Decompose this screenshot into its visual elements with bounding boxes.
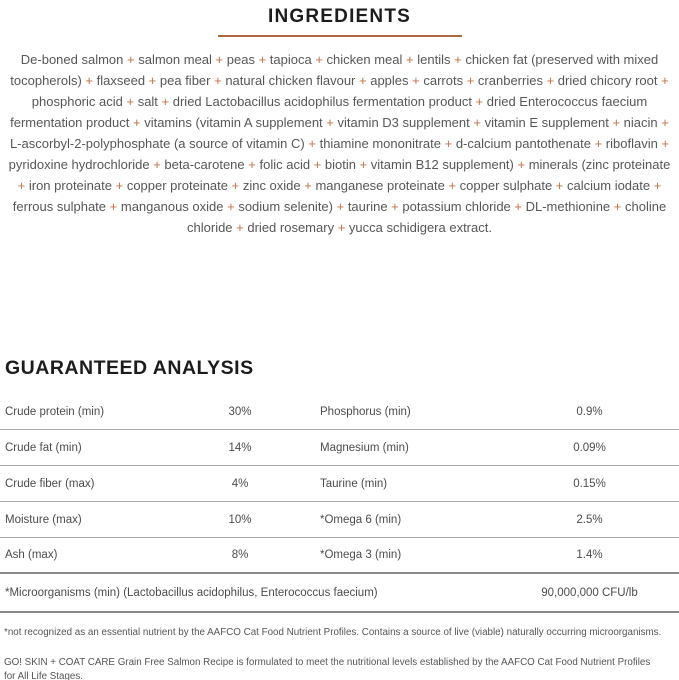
plus-separator: +	[17, 178, 29, 193]
plus-separator: +	[510, 199, 526, 214]
ingredients-title: INGREDIENTS	[267, 6, 412, 27]
nutrient-label: *Omega 6 (min)	[320, 513, 402, 526]
ingredient-item: niacin	[623, 115, 658, 130]
ingredient-item: peas	[226, 52, 255, 67]
ingredient-item: natural chicken flavour	[225, 73, 356, 88]
plus-separator: +	[244, 157, 260, 172]
analysis-row	[0, 394, 679, 430]
ingredient-item: choline chloride	[187, 199, 667, 235]
ingredient-item: riboflavin	[605, 136, 658, 151]
ingredient-item: manganese proteinate	[315, 178, 445, 193]
ingredient-item: dried rosemary	[247, 220, 335, 235]
plus-separator: +	[129, 115, 145, 130]
nutrient-value: 10%	[228, 513, 252, 526]
nutrient-value: 0.9%	[576, 405, 603, 418]
accent-underline	[218, 35, 462, 37]
nutrient-value: 0.09%	[573, 441, 606, 454]
ingredient-item: salmon meal	[138, 52, 212, 67]
ingredient-item: salt	[137, 94, 158, 109]
plus-separator: +	[223, 199, 239, 214]
nutrient-label: Crude protein (min)	[5, 405, 105, 418]
ingredient-item: flaxseed	[96, 73, 146, 88]
plus-separator: +	[157, 94, 173, 109]
plus-separator: +	[149, 157, 165, 172]
analysis-row	[0, 538, 679, 574]
ingredient-item: copper proteinate	[126, 178, 228, 193]
ingredients-header	[0, 0, 679, 37]
plus-separator: +	[387, 199, 403, 214]
ingredient-item: dried Lactobacillus acidophilus fermentation product	[172, 94, 472, 109]
ingredient-item: taurine	[347, 199, 388, 214]
ingredient-item: zinc oxide	[242, 178, 301, 193]
analysis-row	[0, 466, 679, 502]
aafco-statement: GO! SKIN + COAT CARE Grain Free Salmon Recipe is formulated to meet the nutritional levels established by the AAFCO Cat Food Nutrient Profiles for All Life Stages.	[4, 657, 651, 680]
microorganisms-row	[0, 574, 679, 613]
nutrient-value: 1.4%	[576, 549, 603, 561]
nutrient-value: 8%	[231, 549, 249, 561]
plus-separator: +	[444, 178, 460, 193]
plus-separator: +	[471, 94, 487, 109]
nutrient-label: Phosphorus (min)	[320, 405, 411, 418]
asterisk-footnote: *not recognized as an essential nutrient by the AAFCO Cat Food Nutrient Profiles. Contains a source of live (viable) naturally occurring microorganisms.	[4, 627, 662, 638]
nutrient-label: Crude fat (min)	[5, 441, 82, 454]
nutrient-label: *Omega 3 (min)	[320, 549, 402, 561]
ingredient-item: vitamins (vitamin A supplement	[144, 115, 323, 130]
ingredient-item: phosphoric acid	[31, 94, 123, 109]
ingredient-item: sodium selenite)	[238, 199, 333, 214]
ingredient-item: pea fiber	[159, 73, 211, 88]
ingredient-item: manganous oxide	[120, 199, 224, 214]
ingredient-item: minerals (zinc proteinate	[528, 157, 671, 172]
ingredient-item: iron proteinate	[28, 178, 112, 193]
plus-separator: +	[657, 115, 669, 130]
plus-separator: +	[332, 199, 348, 214]
plus-separator: +	[145, 73, 160, 88]
ingredient-item: ferrous sulphate	[12, 199, 107, 214]
plus-separator: +	[450, 52, 466, 67]
plus-separator: +	[210, 73, 226, 88]
guaranteed-analysis-title: GUARANTEED ANALYSIS	[5, 357, 254, 379]
nutrient-label: Magnesium (min)	[320, 441, 409, 454]
ingredient-item: vitamin E supplement	[484, 115, 609, 130]
ingredient-item: potassium chloride	[402, 199, 511, 214]
ingredient-item: tapioca	[269, 52, 312, 67]
nutrient-label: Crude fiber (max)	[5, 477, 95, 490]
nutrient-value: 0.15%	[573, 477, 606, 490]
plus-separator: +	[355, 73, 371, 88]
nutrient-value: 30%	[228, 405, 252, 418]
ingredient-item: L-ascorbyl-2-polyphosphate (a source of vitamin C)	[9, 136, 305, 151]
ingredient-item: apples	[370, 73, 409, 88]
plus-separator: +	[310, 157, 325, 172]
plus-separator: +	[513, 157, 529, 172]
plus-separator: +	[469, 115, 485, 130]
ingredient-item: dried chicory root	[557, 73, 658, 88]
ingredients-text	[5, 49, 674, 239]
plus-separator: +	[408, 73, 424, 88]
ingredient-item: cranberries	[477, 73, 543, 88]
ingredient-item: dried Enterococcus faecium fermentation product	[10, 94, 648, 130]
plus-separator: +	[552, 178, 568, 193]
plus-separator: +	[228, 178, 243, 193]
ingredient-item: pyridoxine hydrochloride	[8, 157, 150, 172]
nutrient-label: Ash (max)	[5, 549, 58, 561]
analysis-row	[0, 430, 679, 466]
ingredient-item: folic acid	[259, 157, 311, 172]
microorganisms-value: 90,000,000 CFU/lb	[541, 586, 638, 599]
plus-separator: +	[608, 115, 624, 130]
nutrient-value: 2.5%	[576, 513, 603, 526]
ingredient-item: chicken fat (preserved with mixed tocopherols)	[10, 52, 659, 88]
ingredient-item: vitamin B12 supplement)	[370, 157, 514, 172]
plus-separator: +	[122, 94, 138, 109]
plus-separator: +	[657, 73, 669, 88]
nutrient-value: 14%	[228, 441, 252, 454]
nutrient-value: 4%	[231, 477, 249, 490]
ingredient-item: d-calcium pantothenate	[455, 136, 591, 151]
nutrient-label: Taurine (min)	[320, 477, 388, 490]
plus-separator: +	[334, 220, 349, 235]
ingredient-item: DL-methionine	[525, 199, 611, 214]
ingredient-item: vitamin D3 supplement	[337, 115, 470, 130]
plus-separator: +	[300, 178, 316, 193]
plus-separator: +	[254, 52, 270, 67]
analysis-row	[0, 502, 679, 538]
ingredient-item: carrots	[423, 73, 464, 88]
nutrient-label: Moisture (max)	[5, 513, 82, 526]
plus-separator: +	[304, 136, 320, 151]
plus-separator: +	[440, 136, 456, 151]
ingredient-item: De-boned salmon	[20, 52, 124, 67]
plus-separator: +	[590, 136, 606, 151]
plus-separator: +	[355, 157, 371, 172]
plus-separator: +	[542, 73, 558, 88]
plus-separator: +	[402, 52, 418, 67]
microorganisms-label: *Microorganisms (min) (Lactobacillus acidophilus, Enterococcus faecium)	[5, 586, 378, 599]
plus-separator: +	[322, 115, 338, 130]
plus-separator: +	[106, 199, 121, 214]
plus-separator: +	[650, 178, 662, 193]
plus-separator: +	[232, 220, 248, 235]
ingredient-item: chicken meal	[326, 52, 403, 67]
ingredient-item: thiamine mononitrate	[319, 136, 441, 151]
plus-separator: +	[211, 52, 227, 67]
plus-separator: +	[111, 178, 127, 193]
ingredient-item: calcium iodate	[567, 178, 651, 193]
analysis-table	[0, 394, 679, 574]
ingredient-item: yucca schidigera extract.	[348, 220, 492, 235]
plus-separator: +	[657, 136, 670, 151]
plus-separator: +	[123, 52, 139, 67]
plus-separator: +	[610, 199, 625, 214]
ingredient-item: beta-carotene	[164, 157, 245, 172]
ingredient-item: copper sulphate	[459, 178, 553, 193]
plus-separator: +	[311, 52, 327, 67]
ingredient-item: biotin	[324, 157, 356, 172]
plus-separator: +	[463, 73, 478, 88]
plus-separator: +	[81, 73, 97, 88]
ingredient-item: lentils	[417, 52, 451, 67]
